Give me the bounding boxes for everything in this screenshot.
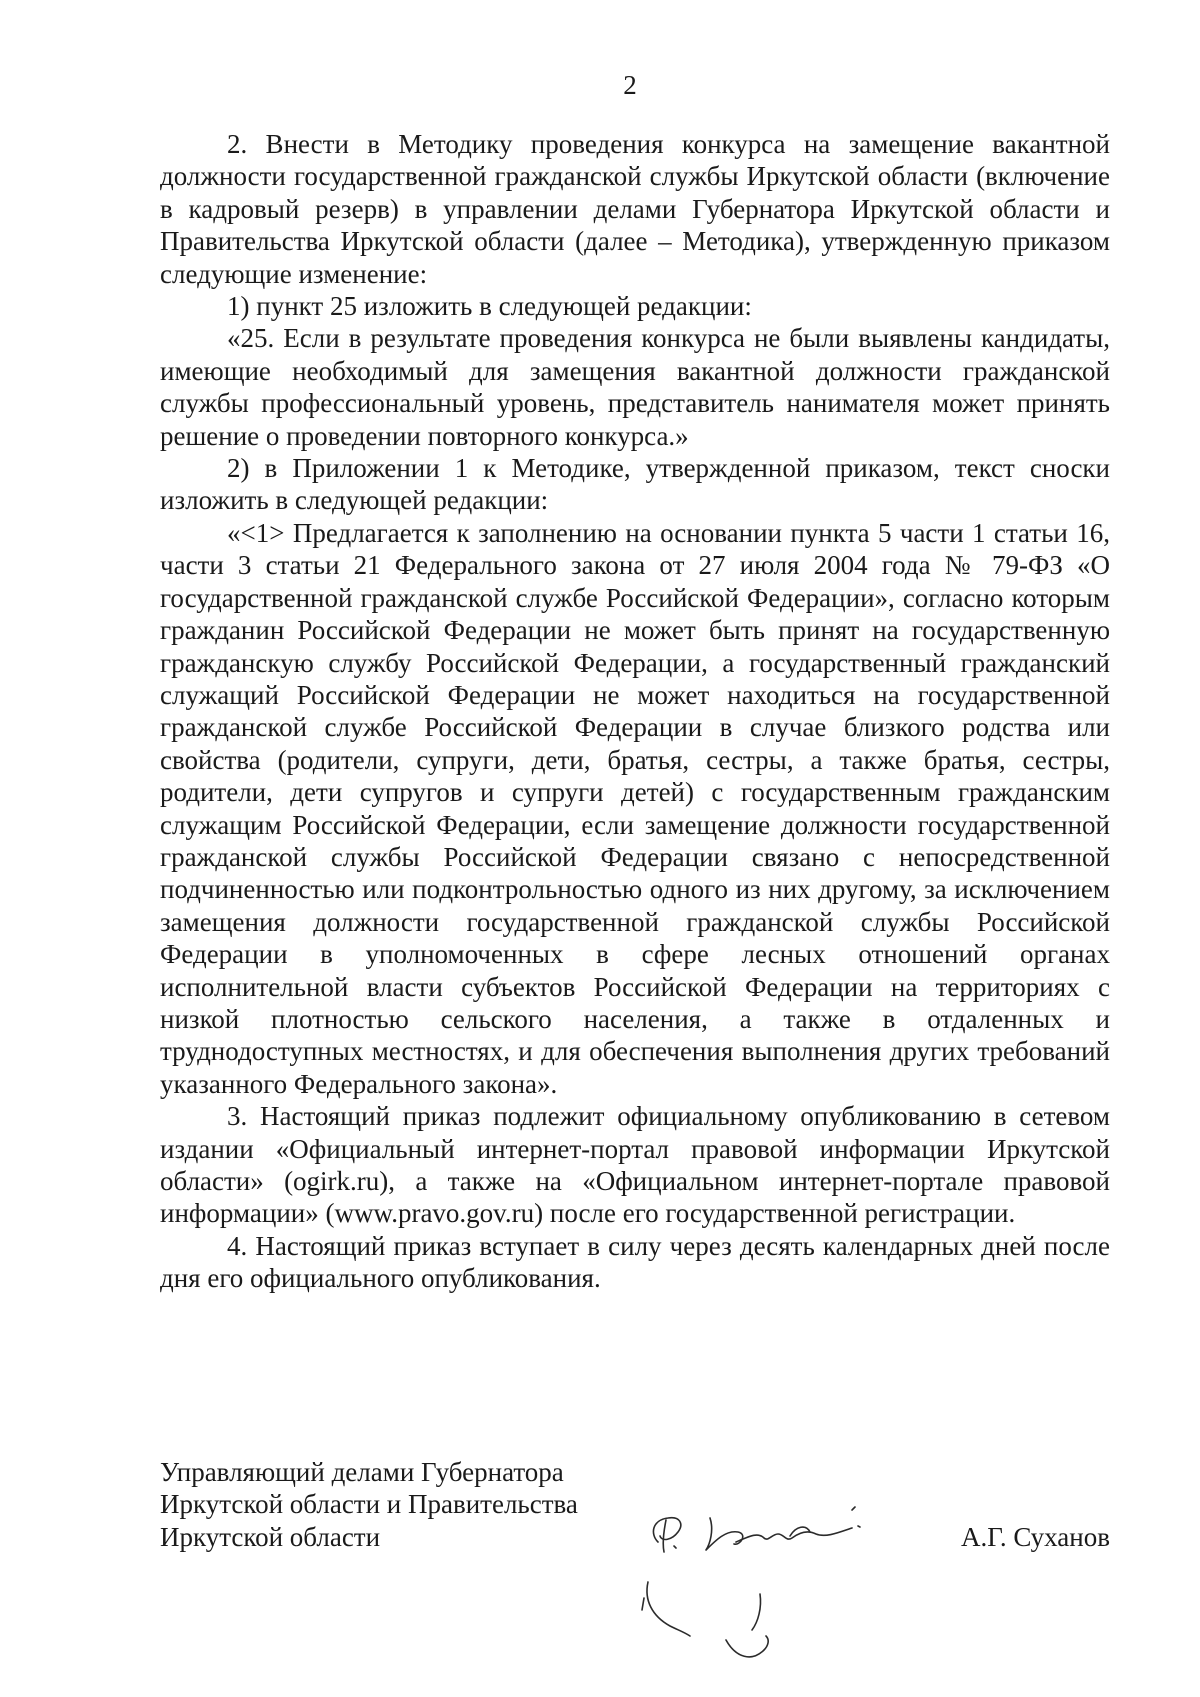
signer-title-line: Иркутской области: [160, 1521, 381, 1552]
document-body: [160, 128, 1110, 1295]
subparagraph-2: 2) в Приложении 1 к Методике, утвержденной приказом, текст сноски изложить в следующей редакции:: [160, 453, 1110, 516]
handwritten-signature: [640, 1490, 940, 1690]
signer-title-line: Иркутской области и Правительства: [160, 1489, 578, 1520]
quoted-footnote: «<1> Предлагается к заполнению на основании пункта 5 части 1 статьи 16, части 3 статьи 21 Федерального закона от 27 июля 2004 года № 79-ФЗ «О государственной гражданской службе Российской Федерации», согласно которым гражданин Российской Федерации не может быть принят на государственную гражданскую службу Российской Федерации, а государственный гражданский служащий Российской Федерации не может находиться на государственной гражданской службе Российской Федерации в случае близкого родства или свойства (родители, супруги, дети, братья, сестры, а также братья, сестры, родители, дети супругов и супруги детей) с государственным гражданским служащим Российской Федерации, если замещение должности государственной гражданской службы Российской Федерации связано с непосредственной подчиненностью или подконтрольностью одного из них другому, за исключением замещения должности государственной гражданской службы Российской Федерации в уполномоченных в сфере лесных отношений органах исполнительной власти субъектов Российской Федерации на территориях с низкой плотностью сельского населения, а также в отдаленных и труднодоступных местностях, и для обеспечения выполнения других требований указанного Федерального закона».: [160, 517, 1110, 1099]
subparagraph-1: 1) пункт 25 изложить в следующей редакции:: [227, 291, 752, 322]
signer-name: А.Г. Суханов: [961, 1521, 1110, 1552]
signer-title-line: Управляющий делами Губернатора: [160, 1457, 564, 1487]
signer-title: [160, 1456, 578, 1553]
quoted-point-25: «25. Если в результате проведения конкурса не были выявлены кандидаты, имеющие необходимый для замещения вакантной должности гражданской службы профессиональный уровень, представитель нанимателя может принять решение о проведении повторного конкурса.»: [160, 323, 1110, 451]
paragraph-item-3: 3. Настоящий приказ подлежит официальному опубликованию в сетевом издании «Официальный интернет-портал правовой информации Иркутской области» (ogirk.ru), а также на «Официальном интернет-портале правовой информации» (www.pravo.gov.ru) после его государственной регистрации.: [160, 1101, 1110, 1229]
paragraph-item-4: 4. Настоящий приказ вступает в силу через десять календарных дней после дня его официального опубликования.: [160, 1230, 1110, 1294]
paragraph-item-2: 2. Внести в Методику проведения конкурса на замещение вакантной должности государственной гражданской службы Иркутской области (включение в кадровый резерв) в управлении делами Губернатора Иркутской области и Правительства Иркутской области (далее – Методика), утвержденную приказом следующие изменение:: [160, 129, 1110, 289]
page-number: 2: [623, 70, 637, 100]
